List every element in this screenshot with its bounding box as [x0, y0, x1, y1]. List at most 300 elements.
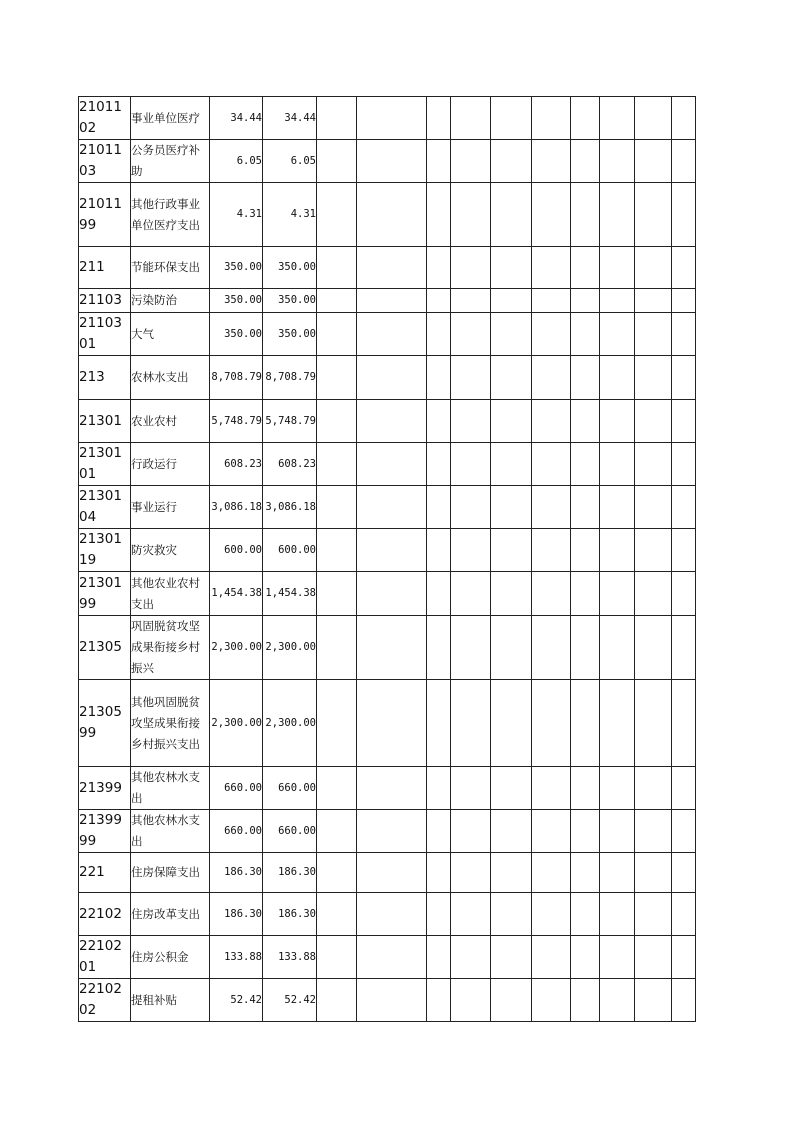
empty-cell — [532, 443, 571, 486]
empty-cell — [317, 140, 357, 183]
empty-cell — [600, 680, 635, 767]
amount-total-cell: 133.88 — [210, 936, 263, 979]
amount-total-cell: 5,748.​79 — [210, 400, 263, 443]
empty-cell — [427, 810, 451, 853]
empty-cell — [571, 486, 600, 529]
empty-cell — [635, 97, 672, 140]
empty-cell — [571, 400, 600, 443]
amount-basic-cell: 34.44 — [263, 97, 317, 140]
empty-cell — [357, 486, 427, 529]
empty-cell — [532, 767, 571, 810]
amount-total-cell: 350.00 — [210, 313, 263, 356]
code-cell: 21301​99 — [79, 572, 131, 616]
code-cell: 21301​01 — [79, 443, 131, 486]
empty-cell — [427, 979, 451, 1022]
name-cell: 其他巩固脱贫攻坚成果衔接乡村振兴支出 — [131, 680, 210, 767]
empty-cell — [635, 572, 672, 616]
name-cell: 其他农林水支出 — [131, 767, 210, 810]
empty-cell — [571, 893, 600, 936]
code-cell: 21011​02 — [79, 97, 131, 140]
name-cell: 防灾救灾 — [131, 529, 210, 572]
empty-cell — [317, 936, 357, 979]
empty-cell — [491, 810, 532, 853]
empty-cell — [532, 486, 571, 529]
table-row — [79, 97, 696, 140]
empty-cell — [571, 767, 600, 810]
table-row — [79, 767, 696, 810]
empty-cell — [317, 313, 357, 356]
empty-cell — [672, 680, 696, 767]
empty-cell — [491, 529, 532, 572]
empty-cell — [600, 853, 635, 893]
empty-cell — [357, 356, 427, 400]
empty-cell — [427, 289, 451, 313]
empty-cell — [635, 616, 672, 680]
empty-cell — [672, 572, 696, 616]
empty-cell — [357, 810, 427, 853]
empty-cell — [427, 400, 451, 443]
empty-cell — [532, 400, 571, 443]
amount-total-cell: 34.44 — [210, 97, 263, 140]
table-row — [79, 247, 696, 289]
empty-cell — [532, 140, 571, 183]
empty-cell — [532, 893, 571, 936]
empty-cell — [635, 313, 672, 356]
empty-cell — [357, 893, 427, 936]
empty-cell — [600, 979, 635, 1022]
empty-cell — [532, 616, 571, 680]
empty-cell — [635, 767, 672, 810]
empty-cell — [571, 616, 600, 680]
empty-cell — [672, 97, 696, 140]
code-cell: 21301 — [79, 400, 131, 443]
amount-basic-cell: 186.30 — [263, 853, 317, 893]
table-row — [79, 810, 696, 853]
table-row — [79, 289, 696, 313]
empty-cell — [600, 572, 635, 616]
empty-cell — [357, 853, 427, 893]
empty-cell — [427, 767, 451, 810]
empty-cell — [532, 529, 571, 572]
code-cell: 21301​04 — [79, 486, 131, 529]
empty-cell — [571, 853, 600, 893]
empty-cell — [451, 247, 491, 289]
empty-cell — [317, 680, 357, 767]
empty-cell — [571, 247, 600, 289]
empty-cell — [427, 529, 451, 572]
empty-cell — [357, 400, 427, 443]
amount-basic-cell: 52.42 — [263, 979, 317, 1022]
empty-cell — [635, 810, 672, 853]
empty-cell — [532, 936, 571, 979]
empty-cell — [317, 893, 357, 936]
empty-cell — [427, 97, 451, 140]
table-row — [79, 529, 696, 572]
empty-cell — [357, 247, 427, 289]
empty-cell — [635, 853, 672, 893]
empty-cell — [635, 979, 672, 1022]
empty-cell — [600, 936, 635, 979]
empty-cell — [427, 936, 451, 979]
code-cell: 213 — [79, 356, 131, 400]
empty-cell — [317, 443, 357, 486]
empty-cell — [635, 936, 672, 979]
empty-cell — [317, 810, 357, 853]
empty-cell — [357, 289, 427, 313]
empty-cell — [532, 853, 571, 893]
empty-cell — [672, 936, 696, 979]
table-row — [79, 893, 696, 936]
code-cell: 21399 — [79, 767, 131, 810]
empty-cell — [451, 893, 491, 936]
empty-cell — [600, 140, 635, 183]
empty-cell — [571, 680, 600, 767]
amount-basic-cell: 1,454.​38 — [263, 572, 317, 616]
empty-cell — [451, 680, 491, 767]
name-cell: 提租补贴 — [131, 979, 210, 1022]
empty-cell — [317, 979, 357, 1022]
empty-cell — [672, 443, 696, 486]
code-cell: 21103​01 — [79, 313, 131, 356]
empty-cell — [571, 979, 600, 1022]
empty-cell — [672, 247, 696, 289]
empty-cell — [600, 400, 635, 443]
empty-cell — [451, 936, 491, 979]
empty-cell — [532, 680, 571, 767]
empty-cell — [317, 767, 357, 810]
code-cell: 21103 — [79, 289, 131, 313]
amount-basic-cell: 660.00 — [263, 767, 317, 810]
empty-cell — [491, 979, 532, 1022]
amount-total-cell: 608.23 — [210, 443, 263, 486]
empty-cell — [491, 247, 532, 289]
empty-cell — [357, 97, 427, 140]
empty-cell — [427, 572, 451, 616]
table-row — [79, 572, 696, 616]
empty-cell — [317, 853, 357, 893]
empty-cell — [672, 810, 696, 853]
empty-cell — [672, 529, 696, 572]
empty-cell — [672, 289, 696, 313]
amount-total-cell: 6.05 — [210, 140, 263, 183]
empty-cell — [600, 616, 635, 680]
empty-cell — [491, 356, 532, 400]
table-row — [79, 680, 696, 767]
empty-cell — [317, 400, 357, 443]
amount-basic-cell: 608.23 — [263, 443, 317, 486]
empty-cell — [427, 853, 451, 893]
empty-cell — [427, 680, 451, 767]
empty-cell — [317, 183, 357, 247]
empty-cell — [451, 979, 491, 1022]
empty-cell — [427, 893, 451, 936]
name-cell: 农业农村 — [131, 400, 210, 443]
empty-cell — [532, 247, 571, 289]
empty-cell — [491, 767, 532, 810]
amount-total-cell: 52.42 — [210, 979, 263, 1022]
empty-cell — [532, 979, 571, 1022]
empty-cell — [491, 616, 532, 680]
empty-cell — [451, 810, 491, 853]
table-row — [79, 936, 696, 979]
empty-cell — [672, 767, 696, 810]
empty-cell — [600, 247, 635, 289]
table-row — [79, 486, 696, 529]
code-cell: 211 — [79, 247, 131, 289]
amount-basic-cell: 186.30 — [263, 893, 317, 936]
name-cell: 污染防治 — [131, 289, 210, 313]
empty-cell — [427, 443, 451, 486]
empty-cell — [491, 936, 532, 979]
empty-cell — [451, 289, 491, 313]
empty-cell — [357, 767, 427, 810]
amount-basic-cell: 4.31 — [263, 183, 317, 247]
empty-cell — [357, 616, 427, 680]
empty-cell — [532, 183, 571, 247]
table-row — [79, 979, 696, 1022]
empty-cell — [600, 893, 635, 936]
table-row — [79, 183, 696, 247]
name-cell: 其他行政事业单位医疗支出 — [131, 183, 210, 247]
empty-cell — [357, 140, 427, 183]
empty-cell — [451, 616, 491, 680]
empty-cell — [317, 486, 357, 529]
empty-cell — [491, 680, 532, 767]
table-row — [79, 356, 696, 400]
name-cell: 事业单位医疗 — [131, 97, 210, 140]
amount-basic-cell: 5,748.​79 — [263, 400, 317, 443]
empty-cell — [635, 680, 672, 767]
amount-basic-cell: 6.05 — [263, 140, 317, 183]
empty-cell — [672, 616, 696, 680]
name-cell: 事业运行 — [131, 486, 210, 529]
empty-cell — [672, 140, 696, 183]
empty-cell — [635, 893, 672, 936]
empty-cell — [600, 183, 635, 247]
amount-total-cell: 186.30 — [210, 893, 263, 936]
amount-total-cell: 350.00 — [210, 247, 263, 289]
empty-cell — [427, 140, 451, 183]
empty-cell — [571, 529, 600, 572]
code-cell: 21011​03 — [79, 140, 131, 183]
budget-table — [78, 96, 696, 1022]
code-cell: 21301​19 — [79, 529, 131, 572]
empty-cell — [317, 356, 357, 400]
empty-cell — [571, 572, 600, 616]
empty-cell — [672, 183, 696, 247]
empty-cell — [571, 140, 600, 183]
empty-cell — [317, 572, 357, 616]
amount-basic-cell: 2,300.​00 — [263, 616, 317, 680]
empty-cell — [635, 247, 672, 289]
empty-cell — [635, 183, 672, 247]
amount-total-cell: 1,454.​38 — [210, 572, 263, 616]
name-cell: 公务员医疗补助 — [131, 140, 210, 183]
code-cell: 21011​99 — [79, 183, 131, 247]
empty-cell — [317, 247, 357, 289]
empty-cell — [317, 616, 357, 680]
empty-cell — [571, 810, 600, 853]
empty-cell — [451, 767, 491, 810]
empty-cell — [491, 893, 532, 936]
empty-cell — [600, 97, 635, 140]
empty-cell — [672, 853, 696, 893]
empty-cell — [491, 400, 532, 443]
code-cell: 22102​01 — [79, 936, 131, 979]
name-cell: 住房改革支出 — [131, 893, 210, 936]
empty-cell — [532, 289, 571, 313]
empty-cell — [635, 529, 672, 572]
empty-cell — [532, 356, 571, 400]
empty-cell — [451, 356, 491, 400]
amount-total-cell: 2,300.​00 — [210, 680, 263, 767]
empty-cell — [532, 97, 571, 140]
empty-cell — [451, 486, 491, 529]
empty-cell — [532, 810, 571, 853]
empty-cell — [427, 616, 451, 680]
empty-cell — [571, 313, 600, 356]
empty-cell — [571, 97, 600, 140]
empty-cell — [491, 572, 532, 616]
empty-cell — [672, 893, 696, 936]
amount-basic-cell: 350.00 — [263, 289, 317, 313]
empty-cell — [635, 140, 672, 183]
empty-cell — [357, 183, 427, 247]
amount-total-cell: 8,708.​79 — [210, 356, 263, 400]
name-cell: 住房保障支出 — [131, 853, 210, 893]
empty-cell — [491, 443, 532, 486]
name-cell: 其他农业农村支出 — [131, 572, 210, 616]
code-cell: 22102​02 — [79, 979, 131, 1022]
amount-total-cell: 186.30 — [210, 853, 263, 893]
empty-cell — [600, 443, 635, 486]
amount-basic-cell: 8,708.​79 — [263, 356, 317, 400]
code-cell: 22102 — [79, 893, 131, 936]
empty-cell — [451, 443, 491, 486]
empty-cell — [451, 97, 491, 140]
amount-total-cell: 350.00 — [210, 289, 263, 313]
empty-cell — [571, 289, 600, 313]
table-row — [79, 140, 696, 183]
empty-cell — [491, 140, 532, 183]
code-cell: 21305 — [79, 616, 131, 680]
empty-cell — [600, 810, 635, 853]
empty-cell — [357, 680, 427, 767]
table-row — [79, 853, 696, 893]
empty-cell — [427, 486, 451, 529]
empty-cell — [427, 247, 451, 289]
empty-cell — [491, 853, 532, 893]
empty-cell — [317, 289, 357, 313]
amount-basic-cell: 600.00 — [263, 529, 317, 572]
empty-cell — [635, 400, 672, 443]
empty-cell — [317, 97, 357, 140]
empty-cell — [451, 400, 491, 443]
empty-cell — [357, 529, 427, 572]
empty-cell — [357, 979, 427, 1022]
empty-cell — [357, 572, 427, 616]
empty-cell — [451, 313, 491, 356]
table-row — [79, 400, 696, 443]
empty-cell — [532, 313, 571, 356]
empty-cell — [357, 936, 427, 979]
amount-basic-cell: 350.00 — [263, 247, 317, 289]
name-cell: 节能环保支出 — [131, 247, 210, 289]
amount-total-cell: 660.00 — [210, 767, 263, 810]
amount-total-cell: 2,300.​00 — [210, 616, 263, 680]
table-row — [79, 313, 696, 356]
amount-total-cell: 600.00 — [210, 529, 263, 572]
empty-cell — [357, 443, 427, 486]
empty-cell — [532, 572, 571, 616]
empty-cell — [571, 183, 600, 247]
empty-cell — [451, 140, 491, 183]
empty-cell — [600, 313, 635, 356]
name-cell: 巩固脱贫攻坚成果衔接乡村振兴 — [131, 616, 210, 680]
code-cell: 21399​99 — [79, 810, 131, 853]
empty-cell — [672, 313, 696, 356]
amount-total-cell: 4.31 — [210, 183, 263, 247]
empty-cell — [317, 529, 357, 572]
empty-cell — [672, 356, 696, 400]
amount-basic-cell: 133.88 — [263, 936, 317, 979]
amount-total-cell: 3,086.​18 — [210, 486, 263, 529]
code-cell: 221 — [79, 853, 131, 893]
empty-cell — [451, 572, 491, 616]
empty-cell — [451, 853, 491, 893]
empty-cell — [600, 486, 635, 529]
amount-basic-cell: 2,300.​00 — [263, 680, 317, 767]
empty-cell — [491, 486, 532, 529]
amount-basic-cell: 3,086.​18 — [263, 486, 317, 529]
empty-cell — [635, 289, 672, 313]
name-cell: 行政运行 — [131, 443, 210, 486]
empty-cell — [672, 400, 696, 443]
amount-total-cell: 660.00 — [210, 810, 263, 853]
empty-cell — [600, 356, 635, 400]
empty-cell — [672, 486, 696, 529]
name-cell: 农林水支出 — [131, 356, 210, 400]
empty-cell — [672, 979, 696, 1022]
empty-cell — [451, 529, 491, 572]
code-cell: 21305​99 — [79, 680, 131, 767]
empty-cell — [571, 443, 600, 486]
empty-cell — [571, 936, 600, 979]
empty-cell — [491, 97, 532, 140]
empty-cell — [600, 529, 635, 572]
empty-cell — [491, 313, 532, 356]
empty-cell — [635, 356, 672, 400]
empty-cell — [427, 313, 451, 356]
empty-cell — [635, 486, 672, 529]
empty-cell — [427, 356, 451, 400]
empty-cell — [357, 313, 427, 356]
table-row — [79, 616, 696, 680]
empty-cell — [600, 767, 635, 810]
empty-cell — [491, 183, 532, 247]
name-cell: 大气 — [131, 313, 210, 356]
name-cell: 住房公积金 — [131, 936, 210, 979]
empty-cell — [491, 289, 532, 313]
empty-cell — [600, 289, 635, 313]
name-cell: 其他农林水支出 — [131, 810, 210, 853]
empty-cell — [635, 443, 672, 486]
empty-cell — [427, 183, 451, 247]
table-row — [79, 443, 696, 486]
amount-basic-cell: 660.00 — [263, 810, 317, 853]
empty-cell — [571, 356, 600, 400]
amount-basic-cell: 350.00 — [263, 313, 317, 356]
